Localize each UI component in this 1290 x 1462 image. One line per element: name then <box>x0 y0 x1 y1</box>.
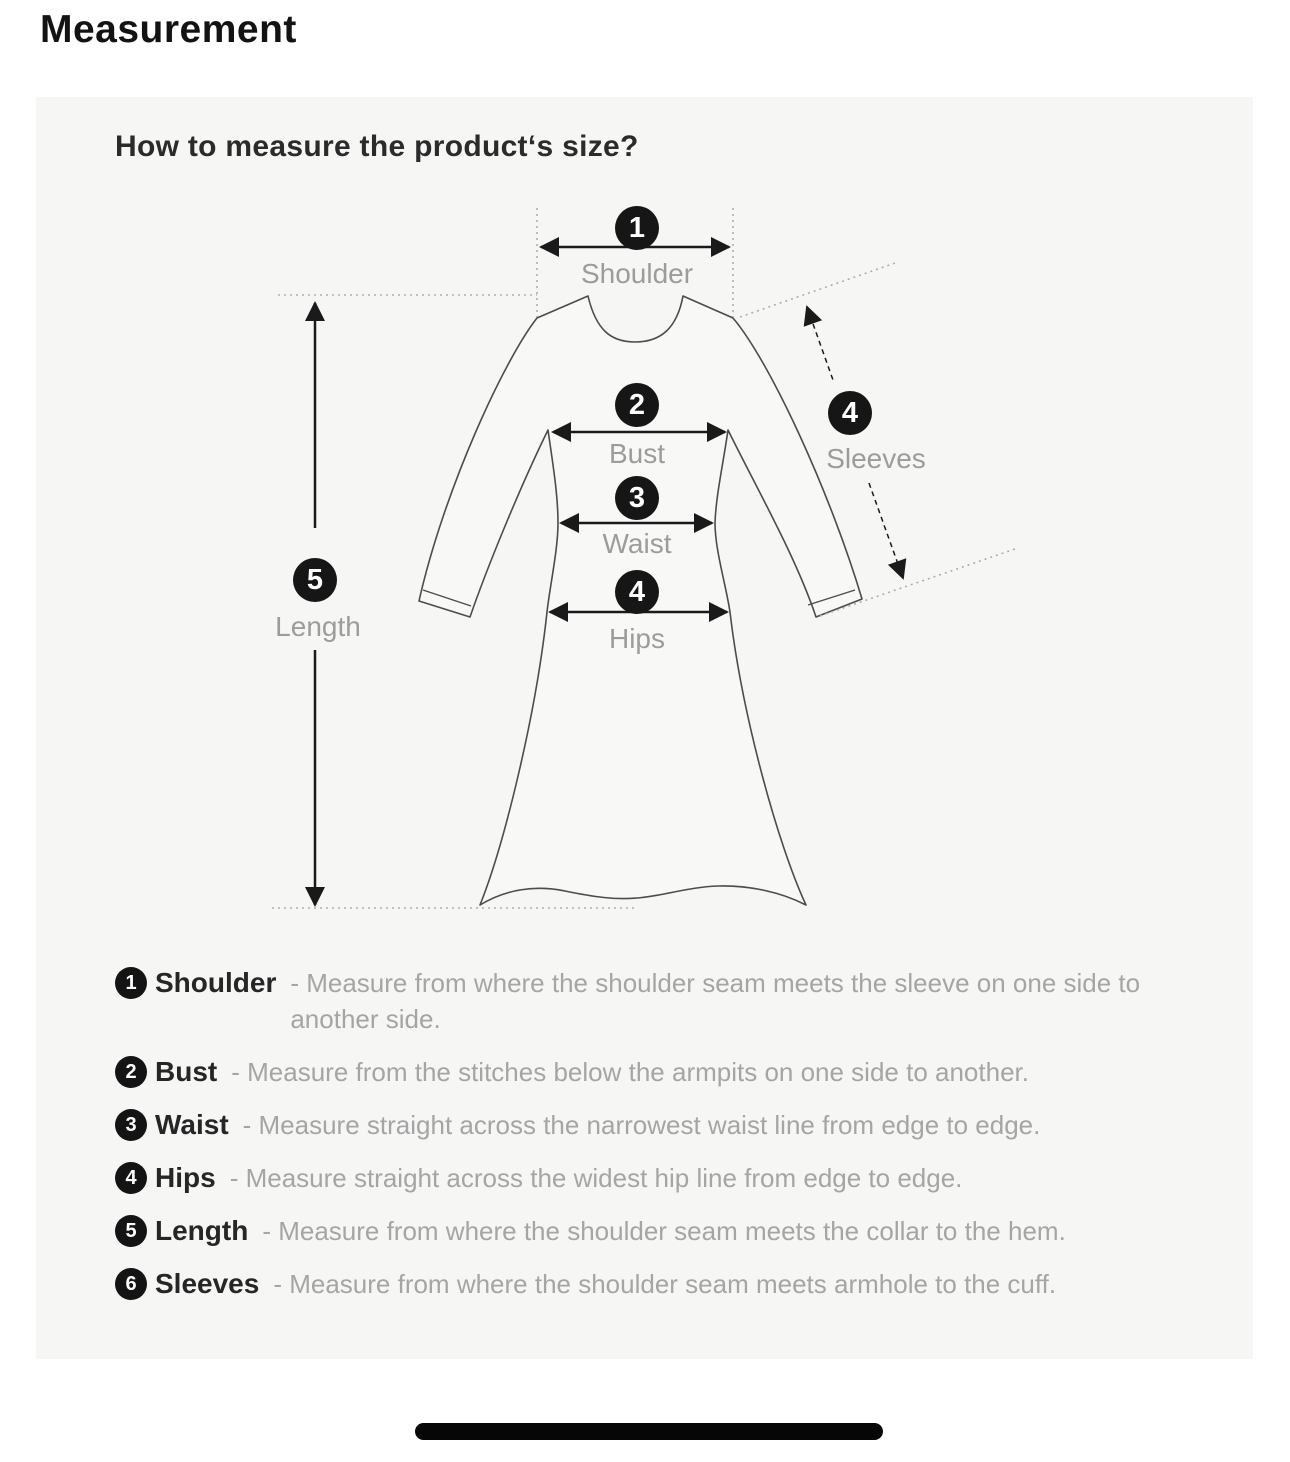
diagram-badge-hips: 4 <box>615 570 659 614</box>
legend <box>115 965 1147 1319</box>
measure-card <box>36 97 1253 1359</box>
legend-number-badge: 1 <box>115 967 147 999</box>
legend-term: Waist <box>155 1109 229 1140</box>
legend-number-badge: 6 <box>115 1268 147 1300</box>
diagram-label-bust: Bust <box>608 438 666 469</box>
diagram-badge-sleeves: 4 <box>828 391 872 435</box>
diagram-label-hips: Hips <box>608 623 666 654</box>
page-title: Measurement <box>40 8 297 51</box>
diagram-label-sleeves: Sleeves <box>826 443 926 474</box>
legend-term: Hips <box>155 1162 216 1193</box>
legend-item-bust <box>115 1054 1147 1090</box>
card-heading: How to measure the product‘s size? <box>115 130 639 163</box>
legend-description: - Measure from the stitches below the armpits on one side to another. <box>231 1057 1029 1087</box>
diagram-label-shoulder: Shoulder <box>580 258 694 289</box>
size-diagram <box>36 195 1253 940</box>
legend-term: Length <box>155 1215 249 1246</box>
diagram-label-waist: Waist <box>602 528 672 559</box>
legend-description: - Measure from where the shoulder seam meets the sleeve on one side to another side. <box>290 968 1141 1034</box>
diagram-badge-shoulder: 1 <box>615 206 659 250</box>
legend-item-length <box>115 1213 1147 1249</box>
diagram-label-length: Length <box>275 611 361 642</box>
legend-description: - Measure from where the shoulder seam meets armhole to the cuff. <box>273 1269 1057 1299</box>
legend-number-badge: 5 <box>115 1215 147 1247</box>
legend-item-waist <box>115 1107 1147 1143</box>
diagram-badge-length: 5 <box>293 558 337 602</box>
legend-term: Bust <box>155 1056 218 1087</box>
legend-item-sleeves <box>115 1266 1147 1302</box>
legend-term: Shoulder <box>155 967 277 998</box>
legend-number-badge: 2 <box>115 1056 147 1088</box>
legend-number-badge: 3 <box>115 1109 147 1141</box>
legend-term: Sleeves <box>155 1268 260 1299</box>
dress-outline-svg <box>36 195 1253 940</box>
diagram-badge-bust: 2 <box>615 383 659 427</box>
legend-description: - Measure from where the shoulder seam meets the collar to the hem. <box>262 1216 1066 1246</box>
legend-description: - Measure straight across the widest hip line from edge to edge. <box>229 1163 963 1193</box>
legend-number-badge: 4 <box>115 1162 147 1194</box>
legend-item-hips <box>115 1160 1147 1196</box>
legend-item-shoulder <box>115 965 1147 1037</box>
bottom-indicator-bar <box>415 1423 883 1440</box>
diagram-badge-waist: 3 <box>615 476 659 520</box>
legend-description: - Measure straight across the narrowest waist line from edge to edge. <box>242 1110 1041 1140</box>
